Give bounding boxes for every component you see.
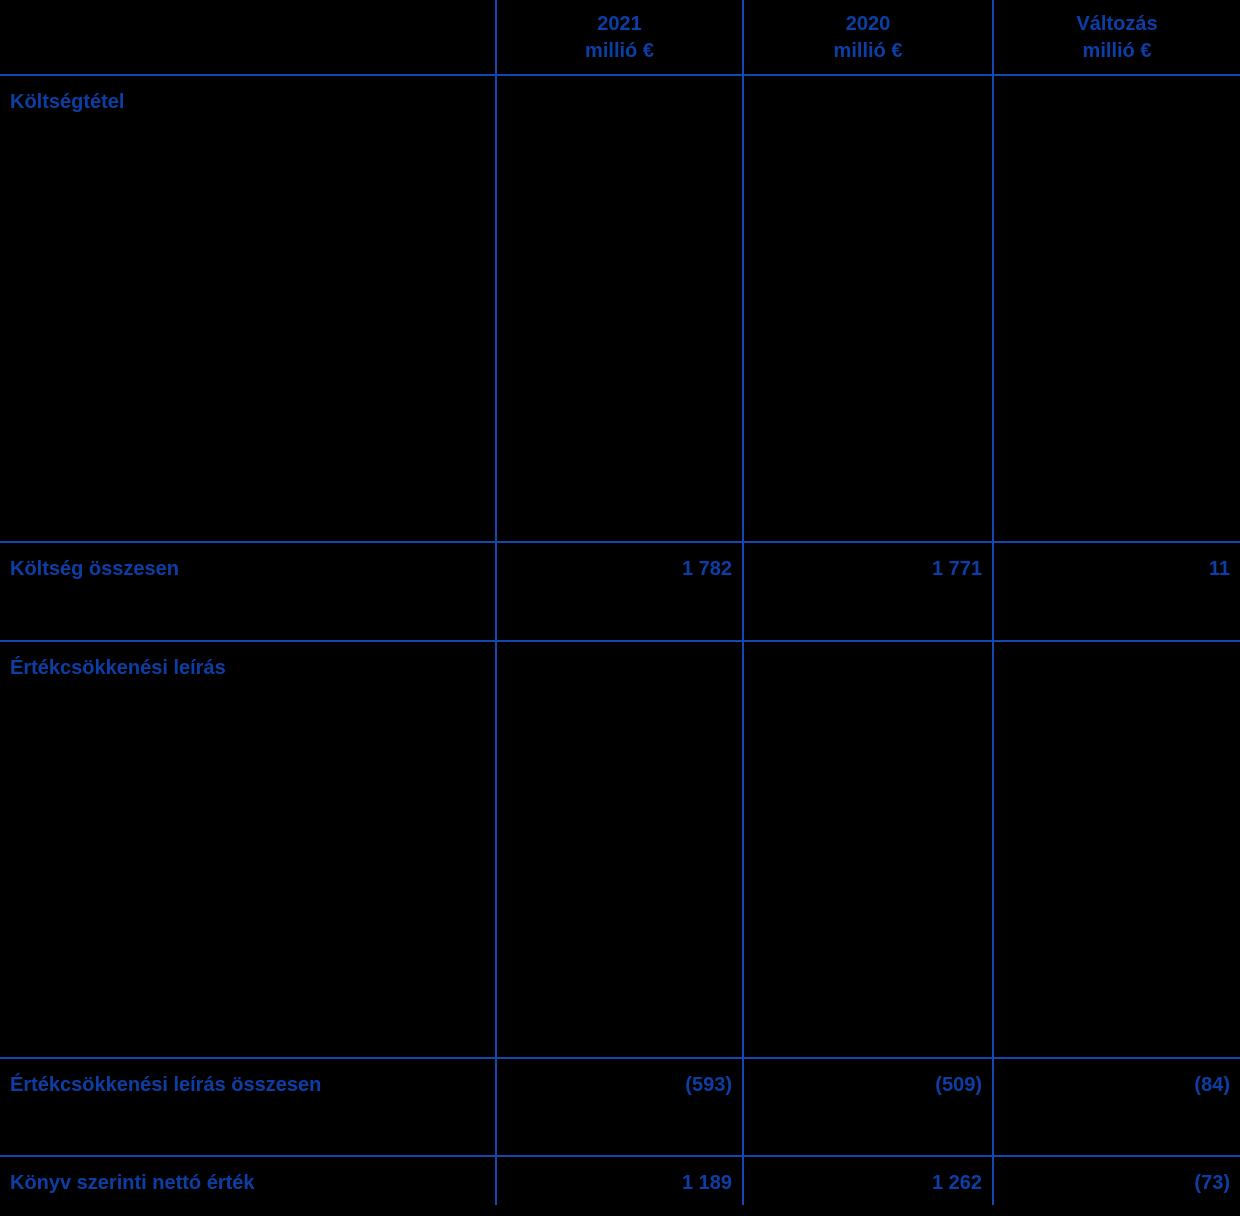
row-label: Költségtétel	[10, 91, 125, 113]
table-row-cost-total	[0, 543, 1240, 642]
value-cell	[742, 76, 992, 541]
column-header-unit: millió €	[1082, 40, 1152, 62]
value-cell-change: 11	[992, 543, 1240, 640]
value-cell	[495, 76, 742, 541]
column-header-year: Változás	[1076, 13, 1158, 35]
value-cell	[992, 642, 1240, 1057]
row-label: Könyv szerinti nettó érték	[10, 1172, 255, 1194]
value-cell-change: (73)	[992, 1157, 1240, 1205]
row-label: Értékcsökkenési leírás	[10, 657, 226, 679]
value-cell	[495, 642, 742, 1057]
table-row-depreciation-total	[0, 1059, 1240, 1157]
value-cell	[992, 76, 1240, 541]
column-header-unit: millió €	[585, 40, 654, 62]
row-label: Költség összesen	[10, 558, 179, 580]
value-cell-2021: 1 189	[495, 1157, 742, 1205]
value-cell-2020: 1 262	[742, 1157, 992, 1205]
row-label: Értékcsökkenési leírás összesen	[10, 1074, 322, 1096]
value-cell-2020: 1 771	[742, 543, 992, 640]
table-header-row	[0, 0, 1240, 76]
column-header-change	[992, 0, 1240, 74]
table-row-net-book-value	[0, 1157, 1240, 1205]
value-cell-2021: (593)	[495, 1059, 742, 1155]
value-cell-2021: 1 782	[495, 543, 742, 640]
value-cell	[742, 642, 992, 1057]
column-header-year: 2020	[845, 13, 891, 35]
value-cell-change: (84)	[992, 1059, 1240, 1155]
column-header-unit: millió €	[833, 40, 903, 62]
column-header-year: 2021	[597, 13, 642, 35]
column-header-2021	[495, 0, 742, 74]
header-label-spacer	[0, 0, 495, 74]
table-row-depreciation-section	[0, 642, 1240, 1059]
column-header-2020	[742, 0, 992, 74]
table-row-cost-section	[0, 76, 1240, 543]
value-cell-2020: (509)	[742, 1059, 992, 1155]
